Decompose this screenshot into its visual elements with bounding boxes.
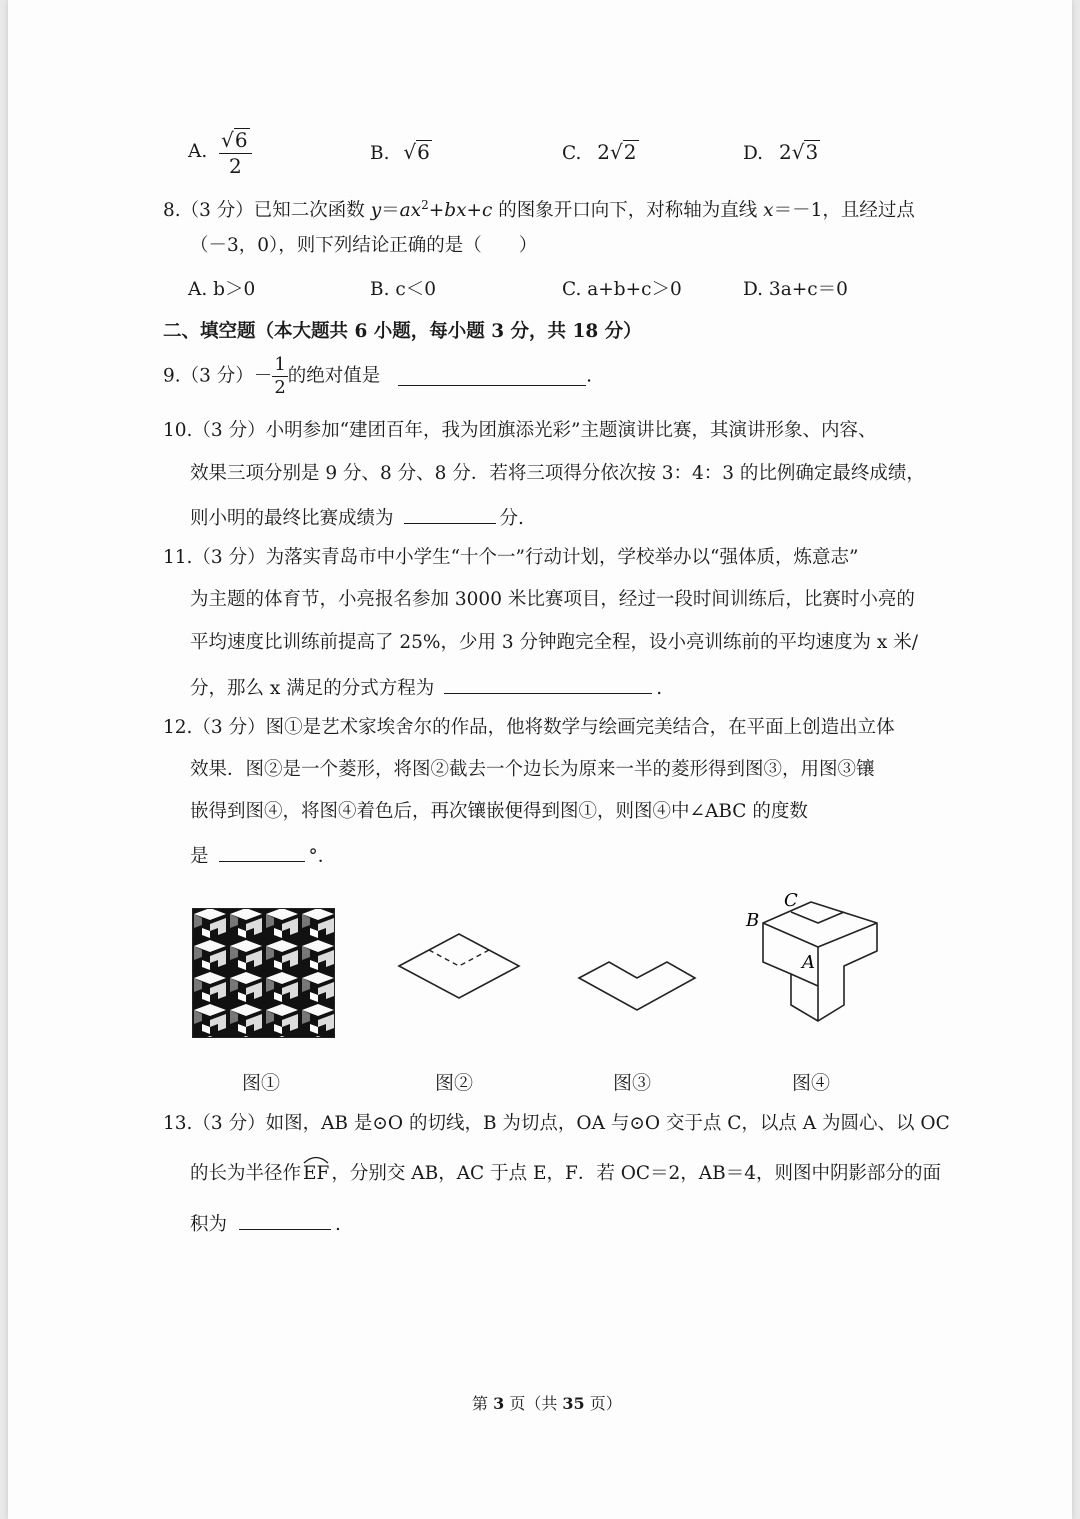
arc-ef [303, 1163, 329, 1185]
figure-4-tessellation [736, 884, 886, 1029]
option-label: B. [370, 143, 390, 164]
point-a-label: A [802, 952, 815, 973]
q8-mid: 的图象开口向下，对称轴为直线 [492, 200, 764, 222]
q9-fraction [272, 356, 287, 397]
q13-end: . [335, 1214, 341, 1235]
equals: ＝ [381, 200, 400, 222]
term-ax: ax [399, 200, 422, 222]
q13-text: 积为 [190, 1214, 228, 1235]
coefficient: 2 [778, 140, 792, 164]
point-b-label: B [746, 910, 760, 931]
radicand: 6 [234, 128, 248, 152]
q12-line3: 嵌得到图④，将图④着色后，再次镶嵌便得到图①，则图④中∠ABC 的度数 [190, 801, 808, 822]
figure-2-caption: 图② [435, 1072, 474, 1094]
q13-line3 [190, 1211, 341, 1236]
denominator: 2 [229, 154, 242, 178]
radicand: 6 [417, 140, 430, 164]
q8-line1 [163, 194, 915, 222]
figure-1-caption: 图① [242, 1072, 281, 1094]
option-label: D. [743, 143, 764, 164]
q8-prefix: 8.（3 分）已知二次函数 [163, 200, 371, 222]
option-label: C. [562, 143, 582, 164]
arc-symbol-icon [303, 1154, 329, 1164]
total-pages: 35 [562, 1394, 585, 1413]
figure-4-caption: 图④ [792, 1072, 831, 1094]
arc-label: EF [303, 1163, 330, 1184]
q7-option-b: B. √6 [370, 140, 430, 164]
answer-blank[interactable] [444, 675, 652, 694]
q13-line1: 13.（3 分）如图，AB 是⊙O 的切线，B 为切点，OA 与⊙O 交于点 C，以点 A 为圆心、以 OC [163, 1113, 950, 1134]
q12-text: 是 [190, 846, 209, 867]
figure-3-notched-rhombus [574, 955, 700, 1013]
q12-line1: 12.（3 分）图①是艺术家埃舍尔的作品，他将数学与绘画完美结合，在平面上创造出立体 [163, 717, 895, 738]
numerator: 1 [274, 354, 286, 375]
q12-line4 [190, 843, 336, 868]
var-y: y [370, 200, 382, 222]
figure-2-rhombus [394, 930, 524, 1002]
q9-line [163, 356, 592, 397]
answer-blank[interactable] [239, 1211, 331, 1230]
var-x: x [763, 200, 774, 222]
q11-line4 [190, 675, 662, 700]
page-footer [472, 1391, 622, 1414]
figure-3-caption: 图③ [613, 1072, 652, 1094]
q10-line3 [190, 505, 524, 530]
q8-option-a: A. b＞0 [188, 279, 256, 300]
q12-unit: °． [308, 846, 337, 867]
exponent: 2 [421, 198, 429, 212]
q8-line2: （－3，0），则下列结论正确的是（ ） [190, 235, 538, 256]
answer-blank[interactable] [398, 367, 586, 386]
q11-text: 分，那么 x 满足的分式方程为 [190, 678, 435, 699]
denominator: 2 [274, 377, 286, 398]
q9-suffix: 的绝对值是 [287, 365, 381, 387]
figure-1-escher-pattern [192, 908, 335, 1038]
q10-line2: 效果三项分别是 9 分、8 分、8 分．若将三项得分依次按 3：4：3 的比例确定最终成绩， [190, 463, 925, 484]
answer-blank[interactable] [219, 843, 305, 862]
q8-option-c: C. a+b+c＞0 [562, 279, 682, 300]
q10-text: 则小明的最终比赛成绩为 [190, 508, 394, 529]
q13-text: 的长为半径作 [190, 1163, 302, 1184]
radicand: 3 [805, 140, 819, 164]
q8-end: ＝－1，且经过点 [773, 200, 915, 222]
q10-unit: 分. [499, 508, 524, 529]
exam-page [8, 0, 1072, 1519]
answer-blank[interactable] [404, 505, 496, 524]
q13-text-cont: ，分别交 AB，AC 于点 E，F．若 OC＝2，AB＝4，则图中阴影部分的面 [331, 1163, 942, 1184]
q11-line3: 平均速度比训练前提高了 25%，少用 3 分钟跑完全程，设小亮训练前的平均速度为 x 米/ [190, 632, 918, 653]
q9-prefix: 9.（3 分）－ [163, 365, 273, 387]
q11-line2: 为主题的体育节，小亮报名参加 3000 米比赛项目，经过一段时间训练后，比赛时小亮的 [190, 589, 915, 610]
q7-option-c: C. 2√2 [562, 140, 637, 164]
point-c-label: C [784, 890, 798, 911]
coefficient: 2 [597, 140, 611, 164]
radicand: 2 [623, 140, 637, 164]
q11-line1: 11.（3 分）为落实青岛市中小学生“十个一”行动计划，学校举办以“强体质，炼意志” [163, 547, 859, 568]
q13-line2 [190, 1163, 941, 1185]
option-label: A. [188, 141, 208, 162]
page-number: 3 [493, 1394, 505, 1413]
option-a-fraction: $\frac{√6}{2}$ [219, 128, 251, 176]
q7-option-a [188, 128, 252, 176]
q12-line2: 效果．图②是一个菱形，将图②截去一个边长为原来一半的菱形得到图③，用图③镶 [190, 759, 875, 780]
q11-end: . [656, 678, 663, 699]
footer-text: 第 [472, 1394, 494, 1413]
q7-option-d: D. 2√3 [743, 140, 819, 164]
footer-text: 页） [584, 1394, 622, 1413]
section-heading: 二、填空题（本大题共 6 小题，每小题 3 分，共 18 分） [163, 321, 642, 342]
footer-text: 页（共 [504, 1394, 563, 1413]
q8-option-b: B. c＜0 [370, 279, 436, 300]
q10-line1: 10.（3 分）小明参加“建团百年，我为团旗添光彩”主题演讲比赛，其演讲形象、内容、 [163, 420, 877, 441]
term-rest: +bx+c [428, 200, 493, 222]
q9-end: . [586, 365, 593, 387]
q8-option-d: D. 3a+c＝0 [743, 279, 848, 300]
